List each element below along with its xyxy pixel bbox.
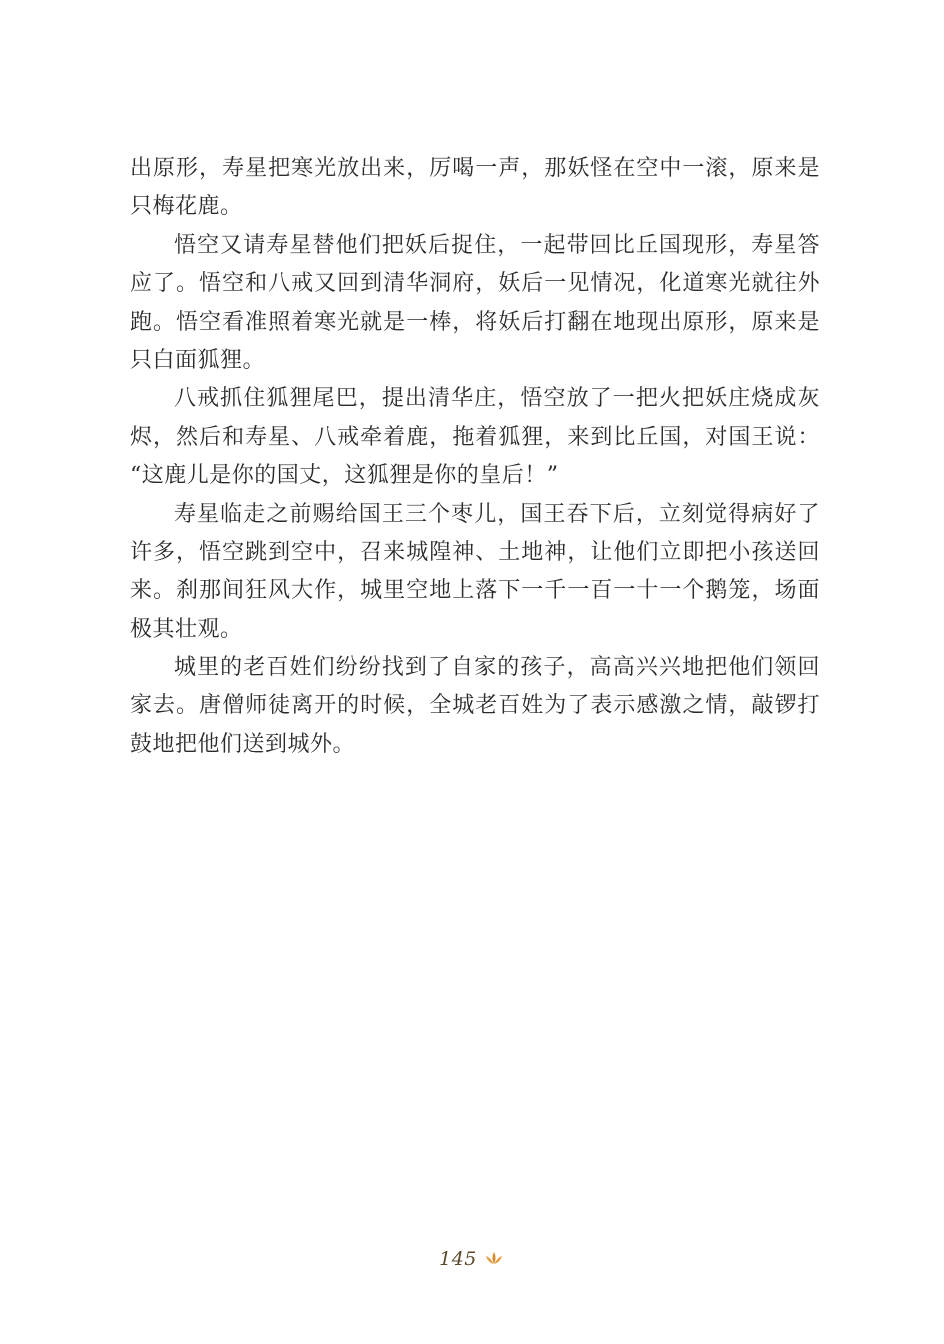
text-line: 只梅花鹿。 bbox=[130, 194, 243, 220]
text-line: 跑。悟空看准照着寒光就是一棒，将妖后打翻在地现出原形，原来是 bbox=[130, 309, 820, 335]
text-line: 鼓地把他们送到城外。 bbox=[130, 731, 356, 757]
text-line: 八戒抓住狐狸尾巴，提出清华庄，悟空放了一把火把妖庄烧成灰 bbox=[174, 386, 820, 412]
text-line: 城里的老百姓们纷纷找到了自家的孩子，高高兴兴地把他们领回 bbox=[174, 655, 820, 681]
page-footer bbox=[0, 1244, 944, 1274]
text-line: 悟空又请寿星替他们把妖后捉住，一起带回比丘国现形，寿星答 bbox=[174, 232, 820, 258]
text-line: 家去。唐僧师徒离开的时候，全城老百姓为了表示感激之情，敲锣打 bbox=[130, 693, 820, 719]
text-line: 极其壮观。 bbox=[130, 616, 243, 642]
text-line: “这鹿儿是你的国丈，这狐狸是你的皇后！” bbox=[130, 463, 559, 489]
text-line: 出原形，寿星把寒光放出来，厉喝一声，那妖怪在空中一滚，原来是 bbox=[130, 156, 820, 181]
text-line: 寿星临走之前赐给国王三个枣儿，国王吞下后，立刻觉得病好了 bbox=[174, 501, 820, 527]
page-number: 145 bbox=[439, 1248, 477, 1270]
text-line: 烬，然后和寿星、八戒牵着鹿，拖着狐狸，来到比丘国，对国王说： bbox=[130, 424, 820, 450]
text-line: 来。刹那间狂风大作，城里空地上落下一千一百一十一个鹅笼，场面 bbox=[130, 578, 820, 604]
text-line: 许多，悟空跳到空中，召来城隍神、土地神，让他们立即把小孩送回 bbox=[130, 539, 820, 565]
lotus-icon bbox=[483, 1250, 505, 1266]
body-text bbox=[130, 150, 820, 764]
text-line: 应了。悟空和八戒又回到清华洞府，妖后一见情况，化道寒光就往外 bbox=[130, 271, 820, 297]
text-line: 只白面狐狸。 bbox=[130, 347, 266, 373]
